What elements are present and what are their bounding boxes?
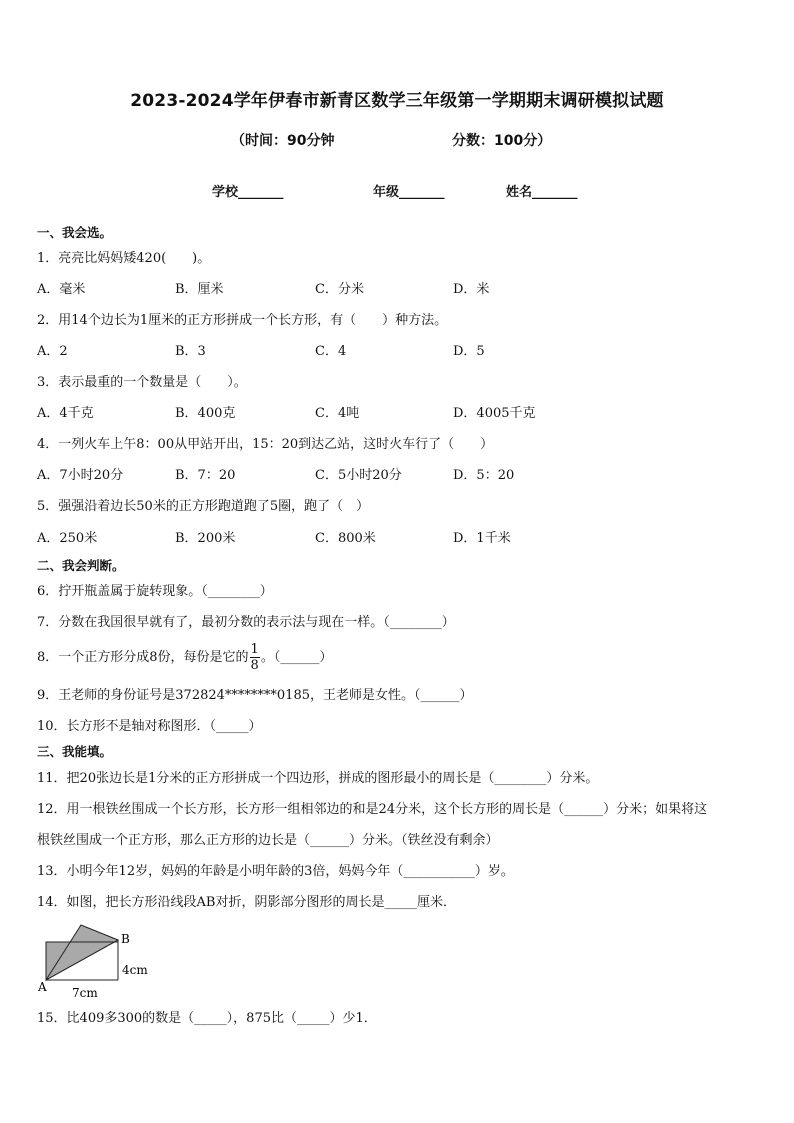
school-field: 学校_______ [212,185,284,200]
name-field: 姓名_______ [506,185,578,200]
question-1: 1．亮亮比妈妈矮420( )。 [37,251,211,266]
fraction-denominator: 8 [250,658,259,673]
question-13: 13．小明今年12岁，妈妈的年龄是小明年龄的3倍，妈妈今年（___________）岁。 [37,864,514,879]
question-1-option-c: C．分米 [315,282,364,297]
question-11: 11．把20张边长是1分米的正方形拼成一个四边形，拼成的图形最小的周长是（________）分米。 [37,771,599,786]
question-3-option-c: C．4吨 [315,406,360,421]
label-height: 4cm [122,963,148,977]
question-2-option-a: A．2 [37,344,68,359]
question-5-option-b: B．200米 [175,531,236,546]
section-heading-judge: 二、我会判断。 [37,558,125,573]
question-3-option-b: B．400克 [175,406,236,421]
question-3-option-d: D．4005千克 [453,406,536,421]
question-4-option-b: B．7：20 [175,468,236,483]
question-3: 3．表示最重的一个数量是（ ）。 [37,375,247,390]
question-8-answer: 。（______） [260,650,333,665]
question-9: 9．王老师的身份证号是372824********0185，王老师是女性。（______） [37,688,473,703]
question-1-option-d: D．米 [453,282,490,297]
question-12-line-2: 根铁丝围成一个正方形，那么正方形的边长是（______）分米。（铁丝没有剩余） [37,833,499,848]
question-14: 14．如图，把长方形沿线段AB对折，阴影部分图形的周长是_____厘米． [37,895,456,910]
question-4: 4．一列火车上午8：00从甲站开出，15：20到达乙站，这时火车行了（ ） [37,437,494,452]
label-point-b: B [121,932,130,946]
question-4-option-a: A．7小时20分 [37,468,124,483]
question-5-option-a: A．250米 [37,531,98,546]
exam-title: 2023-2024学年伊春市新青区数学三年级第一学期期末调研模拟试题 [130,91,664,111]
section-heading-choice: 一、我会选。 [37,225,113,240]
fraction-numerator: 1 [250,642,259,657]
exam-score: 分数：100分） [452,133,552,149]
exam-time: （时间：90分钟 [231,133,335,149]
grade-field: 年级_______ [373,185,445,200]
question-1-option-b: B．厘米 [175,282,224,297]
question-15: 15．比409多300的数是（_____），875比（_____）少1． [37,1011,377,1026]
question-5-option-d: D．1千米 [453,531,511,546]
question-12-line-1: 12．用一根铁丝围成一个长方形，长方形一组相邻边的和是24分米，这个长方形的周长是（______）分米；如果将这 [37,802,708,817]
fraction-one-eighth [250,642,260,673]
question-2-option-d: D．5 [453,344,485,359]
label-width: 7cm [72,986,98,1000]
question-4-option-c: C．5小时20分 [315,468,402,483]
question-5-option-c: C．800米 [315,531,376,546]
question-2-option-c: C．4 [315,344,347,359]
rectangle-fold-figure [36,922,156,1002]
section-heading-fill: 三、我能填。 [37,744,113,759]
question-10: 10．长方形不是轴对称图形．（_____） [37,719,262,734]
question-4-option-d: D．5：20 [453,468,515,483]
question-2-option-b: B．3 [175,344,206,359]
question-3-option-a: A．4千克 [37,406,94,421]
label-point-a: A [38,980,47,994]
question-7: 7．分数在我国很早就有了，最初分数的表示法与现在一样。（________） [37,615,455,630]
question-5: 5．强强沿着边长50米的正方形跑道跑了5圈，跑了（ ） [37,499,370,514]
question-8 [37,641,332,675]
question-2: 2．用14个边长为1厘米的正方形拼成一个长方形，有（ ）种方法。 [37,313,448,328]
question-8-text: 8．一个正方形分成8份，每份是它的 [37,650,249,665]
question-6: 6．拧开瓶盖属于旋转现象。（________） [37,584,273,599]
question-1-option-a: A．毫米 [37,282,86,297]
